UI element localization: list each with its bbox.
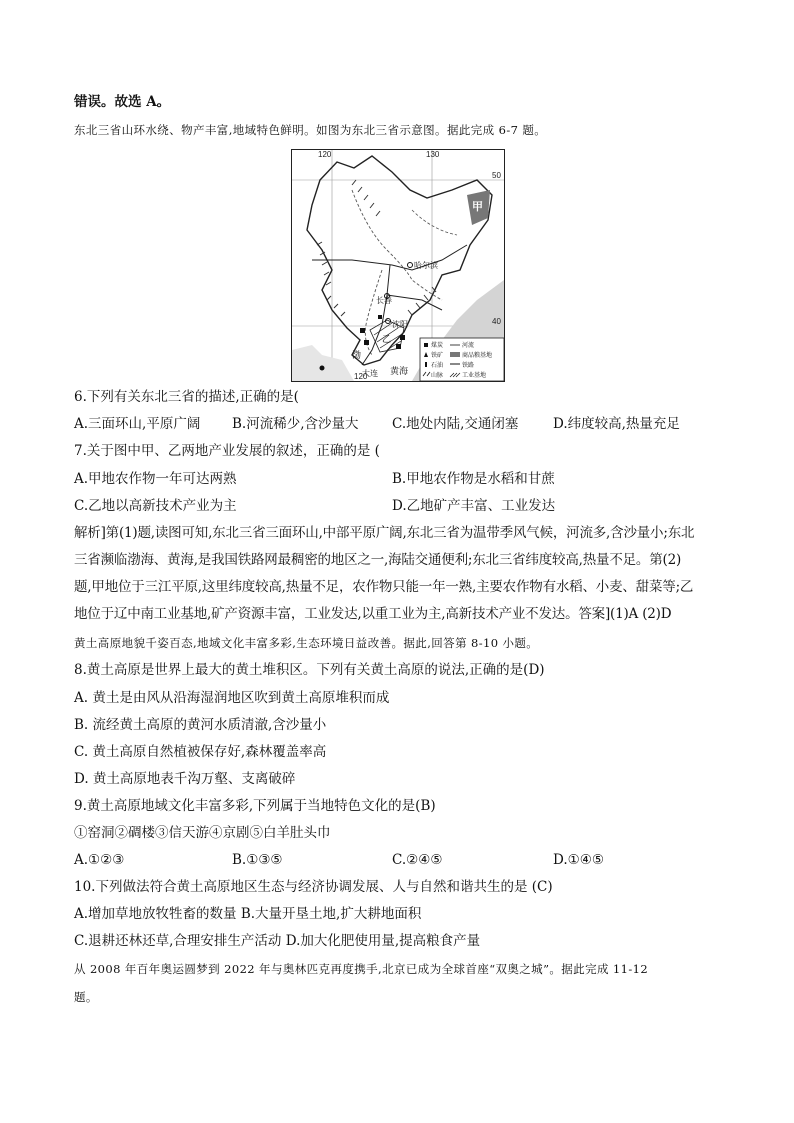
map-label-harbin: 哈尔滨	[414, 261, 438, 270]
question-7: 7.关于图中甲、乙两地产业发展的叙述，正确的是 (	[74, 443, 380, 459]
q9-option-a: A.①②③	[74, 852, 125, 868]
map-label: 50	[492, 171, 501, 180]
q8-option-d: D. 黄土高原地表千沟万壑、支离破碎	[74, 771, 296, 787]
q6-option-b: B.河流稀少,含沙量大	[232, 416, 359, 432]
question-9: 9.黄土高原地域文化丰富多彩,下列属于当地特色文化的是(B)	[74, 798, 436, 814]
q7-option-b: B.甲地农作物是水稻和甘蔗	[392, 471, 555, 487]
map-label-bohai: 渤	[352, 351, 362, 361]
q6-option-d: D.纬度较高,热量充足	[553, 416, 680, 432]
map-label: 40	[492, 317, 501, 326]
q7-option-c: C.乙地以高新技术产业为主	[74, 498, 237, 514]
legend-iron: 铁矿	[431, 352, 444, 359]
map-label: 120	[354, 372, 368, 381]
legend-coal: 煤炭	[431, 342, 444, 349]
q7-option-a: A.甲地农作物一年可达两熟	[74, 471, 237, 487]
analysis-line: 解析]第(1)题,读图可知,东北三省三面环山,中部平原广阔,东北三省为温带季风气候，河流多,含沙量小;东北	[74, 525, 695, 541]
intro-11-12: 从 2008 年百年奥运圆梦到 2022 年与奥林匹克再度携手,北京已成为全球首座“双奥之城”。据此完成 11-12	[74, 962, 649, 976]
question-10: 10.下列做法符合黄土高原地区生态与经济协调发展、人与自然和谐共生的是 (C)	[74, 879, 553, 895]
q10-options-ab: A.增加草地放牧牲畜的数量 B.大量开垦土地,扩大耕地面积	[74, 906, 422, 922]
map-label: 120	[318, 150, 332, 159]
map-label-shenyang: 沈阳	[392, 320, 408, 329]
q8-option-c: C. 黄土高原自然植被保存好,森林覆盖率高	[74, 744, 327, 760]
analysis-line: 地位于辽中南工业基地,矿产资源丰富，工业发达,以重工业为主,高新技术产业不发达。答案](1)A (2)D	[74, 606, 672, 622]
q10-options-cd: C.退耕还林还草,合理安排生产活动 D.加大化肥使用量,提高粮食产量	[74, 933, 481, 949]
legend-river: 河流	[462, 342, 475, 349]
q9-option-b: B.①③⑤	[232, 852, 283, 868]
map-label-jia: 甲	[472, 200, 483, 213]
legend-mountain: 山脉	[431, 372, 444, 379]
map-label-yi: 乙	[382, 335, 392, 345]
q9-items: ①窑洞②碉楼③信天游④京剧⑤白羊肚头巾	[74, 825, 331, 841]
intro-8-10: 黄土高原地貌千姿百态,地域文化丰富多彩,生态环境日益改善。据此,回答第 8-10 小题。	[74, 636, 539, 650]
question-6: 6.下列有关东北三省的描述,正确的是(	[74, 389, 299, 405]
map-label-dalian: 大连	[362, 369, 378, 378]
intro-6-7: 东北三省山环水绕、物产丰富,地域特色鲜明。如图为东北三省示意图。据此完成 6-7 题。	[74, 123, 547, 137]
map-label-yellow-sea: 黄海	[390, 367, 409, 377]
intro-11-12-cont: 题。	[74, 990, 98, 1004]
northeast-map	[292, 150, 504, 381]
question-8: 8.黄土高原是世界上最大的黄土堆积区。下列有关黄土高原的说法,正确的是(D)	[74, 662, 545, 678]
q6-option-c: C.地处内陆,交通闭塞	[392, 416, 519, 432]
q8-option-b: B. 流经黄土高原的黄河水质清澈,含沙量小	[74, 717, 327, 733]
q7-option-d: D.乙地矿产丰富、工业发达	[392, 498, 556, 514]
q6-option-a: A.三面环山,平原广阔	[74, 416, 201, 432]
legend-oil: 石油	[431, 362, 444, 369]
q8-option-a: A. 黄土是由风从沿海湿润地区吹到黄土高原堆积而成	[74, 690, 390, 706]
analysis-line: 三省濒临渤海、黄海,是我国铁路网最稠密的地区之一,海陆交通便利;东北三省纬度较高,热量不足。第(2)	[74, 552, 682, 568]
map-legend	[420, 338, 504, 381]
northeast-map-figure	[291, 149, 505, 382]
legend-grain: 商品粮基地	[462, 352, 493, 359]
map-label: 130	[426, 150, 440, 159]
analysis-line: 题,甲地位于三江平原,这里纬度较高,热量不足，农作物只能一年一熟,主要农作物有水稻、小麦、甜菜等;乙	[74, 579, 694, 595]
legend-rail: 铁路	[462, 362, 475, 369]
q9-option-c: C.②④⑤	[392, 852, 443, 868]
text-line: 错误。故选 A。	[74, 94, 171, 110]
legend-industry: 工业基地	[462, 372, 487, 379]
q9-option-d: D.①④⑤	[553, 852, 604, 868]
map-label-changchun: 长春	[376, 296, 392, 305]
